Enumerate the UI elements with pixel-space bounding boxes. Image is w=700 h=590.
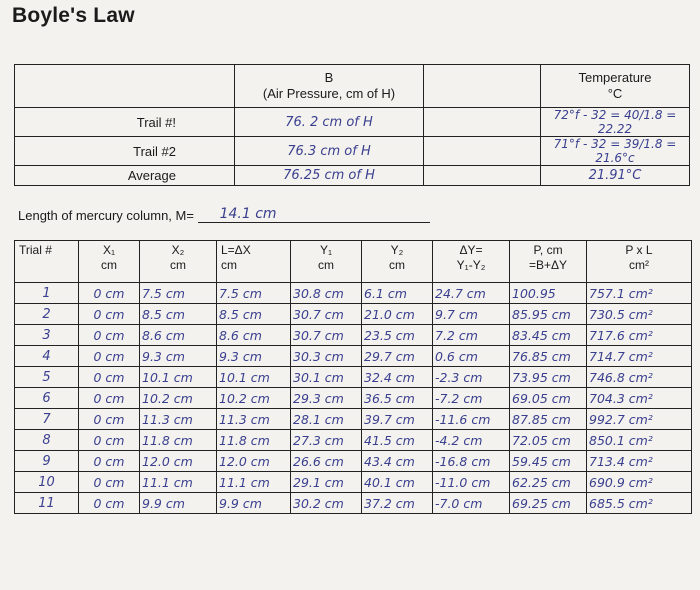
- x1-value: 0 cm: [79, 472, 140, 493]
- top-table-header: [15, 65, 690, 108]
- l-value: 9.3 cm: [217, 346, 291, 367]
- y1-value: 29.1 cm: [291, 472, 362, 493]
- table-row: [15, 493, 692, 514]
- table-row: [15, 430, 692, 451]
- y1-value: 30.1 cm: [291, 367, 362, 388]
- pressure-value: 76.3 cm of H: [235, 137, 424, 166]
- pl-value: 730.5 cm²: [587, 304, 692, 325]
- trial-number: 8: [15, 430, 79, 451]
- table-row: [15, 325, 692, 346]
- trial-number: 3: [15, 325, 79, 346]
- x1-value: 0 cm: [79, 346, 140, 367]
- x1-value: 0 cm: [79, 367, 140, 388]
- top-table-row: [15, 166, 690, 186]
- mercury-label: Length of mercury column, M=: [18, 208, 194, 223]
- l-value: 7.5 cm: [217, 283, 291, 304]
- y1-value: 30.7 cm: [291, 304, 362, 325]
- y2-value: 41.5 cm: [362, 430, 433, 451]
- trial-number: 6: [15, 388, 79, 409]
- y1-value: 30.3 cm: [291, 346, 362, 367]
- top-table-row: [15, 108, 690, 137]
- x1-value: 0 cm: [79, 283, 140, 304]
- trial-number: 5: [15, 367, 79, 388]
- p-value: 69.25 cm: [510, 493, 587, 514]
- pressure-value: 76. 2 cm of H: [235, 108, 424, 137]
- x1-value: 0 cm: [79, 304, 140, 325]
- x2-value: 9.9 cm: [140, 493, 217, 514]
- y1-value: 29.3 cm: [291, 388, 362, 409]
- mercury-length: [18, 206, 430, 223]
- x2-value: 12.0 cm: [140, 451, 217, 472]
- pl-value: 717.6 cm²: [587, 325, 692, 346]
- table-row: [15, 367, 692, 388]
- temperature-value: 71°f - 32 = 39/1.8 = 21.6°c: [541, 137, 690, 166]
- table-row: [15, 451, 692, 472]
- l-value: 9.9 cm: [217, 493, 291, 514]
- pl-value: 714.7 cm²: [587, 346, 692, 367]
- page-title: Boyle's Law: [12, 4, 135, 27]
- y1-value: 30.8 cm: [291, 283, 362, 304]
- x2-value: 7.5 cm: [140, 283, 217, 304]
- y2-value: 36.5 cm: [362, 388, 433, 409]
- p-value: 87.85 cm: [510, 409, 587, 430]
- x2-value: 10.2 cm: [140, 388, 217, 409]
- x2-value: 9.3 cm: [140, 346, 217, 367]
- p-value: 83.45 cm: [510, 325, 587, 346]
- p-value: 72.05 cm: [510, 430, 587, 451]
- trial-number: 1: [15, 283, 79, 304]
- header-pl: P x L cm²: [587, 241, 692, 283]
- p-value: 100.95: [510, 283, 587, 304]
- y2-value: 39.7 cm: [362, 409, 433, 430]
- temperature-value: 72°f - 32 = 40/1.8 = 22.22: [541, 108, 690, 137]
- temperature-header: Temperature °C: [541, 65, 690, 108]
- x2-value: 8.5 cm: [140, 304, 217, 325]
- header-x2: X₂ cm: [140, 241, 217, 283]
- trial-number: 10: [15, 472, 79, 493]
- row-label: Trail #2: [15, 137, 235, 166]
- dy-value: -7.2 cm: [433, 388, 510, 409]
- dy-value: 0.6 cm: [433, 346, 510, 367]
- x1-value: 0 cm: [79, 430, 140, 451]
- l-value: 10.1 cm: [217, 367, 291, 388]
- p-value: 76.85 cm: [510, 346, 587, 367]
- p-value: 85.95 cm: [510, 304, 587, 325]
- pressure-value: 76.25 cm of H: [235, 166, 424, 186]
- x1-value: 0 cm: [79, 325, 140, 346]
- y1-value: 30.2 cm: [291, 493, 362, 514]
- l-value: 12.0 cm: [217, 451, 291, 472]
- air-pressure-header: B (Air Pressure, cm of H): [235, 65, 424, 108]
- x2-value: 8.6 cm: [140, 325, 217, 346]
- dy-value: -7.0 cm: [433, 493, 510, 514]
- l-value: 8.5 cm: [217, 304, 291, 325]
- table-row: [15, 283, 692, 304]
- x2-value: 11.1 cm: [140, 472, 217, 493]
- header-trial: Trial #: [15, 241, 79, 283]
- x1-value: 0 cm: [79, 409, 140, 430]
- x2-value: 10.1 cm: [140, 367, 217, 388]
- y2-value: 29.7 cm: [362, 346, 433, 367]
- header-x1: X₁ cm: [79, 241, 140, 283]
- pl-value: 850.1 cm²: [587, 430, 692, 451]
- x1-value: 0 cm: [79, 388, 140, 409]
- pl-value: 757.1 cm²: [587, 283, 692, 304]
- mercury-value-line: [198, 206, 430, 223]
- dy-value: -11.0 cm: [433, 472, 510, 493]
- l-value: 11.8 cm: [217, 430, 291, 451]
- p-value: 59.45 cm: [510, 451, 587, 472]
- row-label: Trail #!: [15, 108, 235, 137]
- x2-value: 11.8 cm: [140, 430, 217, 451]
- y2-value: 32.4 cm: [362, 367, 433, 388]
- y1-value: 28.1 cm: [291, 409, 362, 430]
- header-p: P, cm =B+ΔY: [510, 241, 587, 283]
- table-row: [15, 304, 692, 325]
- dy-value: -16.8 cm: [433, 451, 510, 472]
- dy-value: 24.7 cm: [433, 283, 510, 304]
- trials-header-row: [15, 241, 692, 283]
- y1-value: 30.7 cm: [291, 325, 362, 346]
- dy-value: 7.2 cm: [433, 325, 510, 346]
- y1-value: 26.6 cm: [291, 451, 362, 472]
- trials-body: [15, 283, 692, 514]
- pl-value: 713.4 cm²: [587, 451, 692, 472]
- l-value: 11.3 cm: [217, 409, 291, 430]
- x1-value: 0 cm: [79, 451, 140, 472]
- header-y2: Y₂ cm: [362, 241, 433, 283]
- trial-number: 11: [15, 493, 79, 514]
- table-row: [15, 388, 692, 409]
- p-value: 73.95 cm: [510, 367, 587, 388]
- row-label: Average: [15, 166, 235, 186]
- l-value: 10.2 cm: [217, 388, 291, 409]
- top-table-row: [15, 137, 690, 166]
- p-value: 62.25 cm: [510, 472, 587, 493]
- trials-table: [14, 240, 692, 514]
- header-dy: ΔY= Y₁-Y₂: [433, 241, 510, 283]
- pressure-temperature-table: [14, 64, 690, 186]
- l-value: 8.6 cm: [217, 325, 291, 346]
- header-l: L=ΔX cm: [217, 241, 291, 283]
- pl-value: 704.3 cm²: [587, 388, 692, 409]
- x2-value: 11.3 cm: [140, 409, 217, 430]
- table-row: [15, 346, 692, 367]
- pl-value: 690.9 cm²: [587, 472, 692, 493]
- y2-value: 43.4 cm: [362, 451, 433, 472]
- y2-value: 37.2 cm: [362, 493, 433, 514]
- l-value: 11.1 cm: [217, 472, 291, 493]
- x1-value: 0 cm: [79, 493, 140, 514]
- pl-value: 685.5 cm²: [587, 493, 692, 514]
- mercury-value: 14.1 cm: [219, 206, 277, 222]
- y2-value: 21.0 cm: [362, 304, 433, 325]
- trial-number: 9: [15, 451, 79, 472]
- dy-value: 9.7 cm: [433, 304, 510, 325]
- trial-number: 7: [15, 409, 79, 430]
- y1-value: 27.3 cm: [291, 430, 362, 451]
- y2-value: 23.5 cm: [362, 325, 433, 346]
- trial-number: 4: [15, 346, 79, 367]
- p-value: 69.05 cm: [510, 388, 587, 409]
- y2-value: 6.1 cm: [362, 283, 433, 304]
- dy-value: -4.2 cm: [433, 430, 510, 451]
- dy-value: -2.3 cm: [433, 367, 510, 388]
- table-row: [15, 409, 692, 430]
- temperature-value: 21.91°C: [541, 166, 690, 186]
- header-y1: Y₁ cm: [291, 241, 362, 283]
- dy-value: -11.6 cm: [433, 409, 510, 430]
- y2-value: 40.1 cm: [362, 472, 433, 493]
- pl-value: 746.8 cm²: [587, 367, 692, 388]
- pl-value: 992.7 cm²: [587, 409, 692, 430]
- trial-number: 2: [15, 304, 79, 325]
- table-row: [15, 472, 692, 493]
